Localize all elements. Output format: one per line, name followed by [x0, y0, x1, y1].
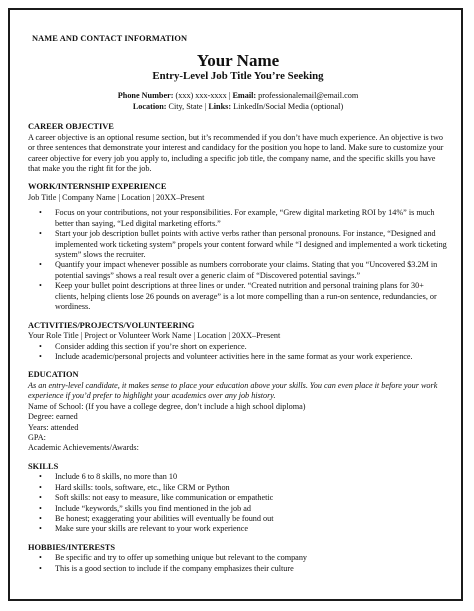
- work-bullet-list: [28, 208, 448, 312]
- section-title: ACTIVITIES/PROJECTS/VOLUNTEERING: [28, 320, 195, 330]
- education-intro: As an entry-level candidate, it makes sense to place your education above your skills. You can even place it before your work experience if you’d prefer to highlight your academics over any job history.: [28, 380, 438, 401]
- phone-label: Phone Number:: [117, 91, 174, 101]
- education-line: Academic Achievements/Awards:: [28, 443, 139, 453]
- education-line: GPA:: [28, 432, 46, 442]
- list-item: • Include 6 to 8 skills, no more than 10: [28, 472, 448, 482]
- email-label: Email:: [232, 91, 257, 101]
- activities-section: [28, 321, 448, 363]
- education-line: Name of School: (If you have a college degree, don’t include a high school diploma): [28, 401, 306, 411]
- list-item: • Make sure your skills are relevant to your work experience: [28, 524, 448, 534]
- activities-subtitle: Your Role Title | Project or Volunteer Work Name | Location | 20XX–Present: [28, 331, 281, 341]
- phone-value: (xxx) xxx-xxxx |: [173, 91, 233, 101]
- section-title: WORK/INTERNSHIP EXPERIENCE: [28, 182, 167, 192]
- email-value: professionalemail@email.com: [256, 91, 359, 101]
- activities-bullet-list: [28, 342, 448, 363]
- section-title: CAREER OBJECTIVE: [28, 122, 114, 132]
- location-label: Location:: [132, 101, 167, 111]
- section-title: SKILLS: [28, 461, 59, 471]
- list-item: • Be honest; exaggerating your abilities will eventually be found out: [28, 514, 448, 524]
- list-item: • Soft skills: not easy to measure, like communication or empathetic: [28, 493, 448, 503]
- career-objective-text: A career objective is an optional resume section, but it’s recommended if you don’t have much experience. An objective is two or three sentences that demonstrate your interest and candidacy for the position you hope to land. Make sure to customize your career objective for every job you apply to, including a specific job title, the company name, and the specific skills you have that make you the right fit for the job.: [28, 132, 444, 174]
- list-item: • Include academic/personal projects and volunteer activities here in the same format as your work experience.: [28, 352, 448, 362]
- links-label: Links:: [208, 101, 232, 111]
- list-item: • Focus on your contributions, not your responsibilities. For example, “Grew digital marketing ROI by 14%” is much better than saying, “Led digital marketing efforts.”: [28, 208, 448, 229]
- section-title: HOBBIES/INTERESTS: [28, 542, 116, 552]
- skills-section: [28, 462, 448, 535]
- education-line: Years: attended: [28, 422, 79, 432]
- resume-page: [28, 34, 448, 574]
- candidate-name: Your Name: [196, 51, 280, 71]
- list-item: • Keep your bullet point descriptions at three lines or under. “Created nutrition and personal training plans for 30+ clients, helping clients lose 26 pounds on average” is a lot more compelling than a run-on sentence, redundancies, or wordiness.: [28, 281, 448, 312]
- location-value: City, State |: [166, 101, 209, 111]
- list-item: • Consider adding this section if you’re short on experience.: [28, 342, 448, 352]
- contact-line-2: [28, 102, 448, 112]
- work-experience-section: [28, 182, 448, 312]
- hobbies-bullet-list: [28, 553, 448, 574]
- list-item: • Start your job description bullet points with active verbs rather than personal pronouns. For instance, “Designed and implemented work ticketing system” propels your content forward while “I designed and implemented a work ticketing system” slows the recruiter.: [28, 229, 448, 260]
- list-item: • Hard skills: tools, software, etc., like CRM or Python: [28, 483, 448, 493]
- skills-bullet-list: [28, 472, 448, 534]
- career-objective-section: [28, 122, 448, 174]
- job-title: Entry-Level Job Title You’re Seeking: [152, 70, 324, 83]
- contact-line-1: [28, 91, 448, 101]
- list-item: • Include “keywords,” skills you find mentioned in the job ad: [28, 504, 448, 514]
- list-item: • Be specific and try to offer up something unique but relevant to the company: [28, 553, 448, 563]
- list-item: • This is a good section to include if the company emphasizes their culture: [28, 564, 448, 574]
- section-title: EDUCATION: [28, 370, 79, 380]
- header-label: NAME AND CONTACT INFORMATION: [32, 34, 188, 43]
- hobbies-section: [28, 543, 448, 574]
- list-item: • Quantify your impact whenever possible as numbers corroborate your claims. Stating that you “Uncovered $3.2M in potential savings” shows a real result over a generic claim of “Discovered potential savings.”: [28, 260, 448, 281]
- work-subtitle: Job Title | Company Name | Location | 20XX–Present: [28, 193, 205, 203]
- education-section: [28, 370, 448, 453]
- education-line: Degree: earned: [28, 412, 78, 422]
- links-value: LinkedIn/Social Media (optional): [231, 101, 344, 111]
